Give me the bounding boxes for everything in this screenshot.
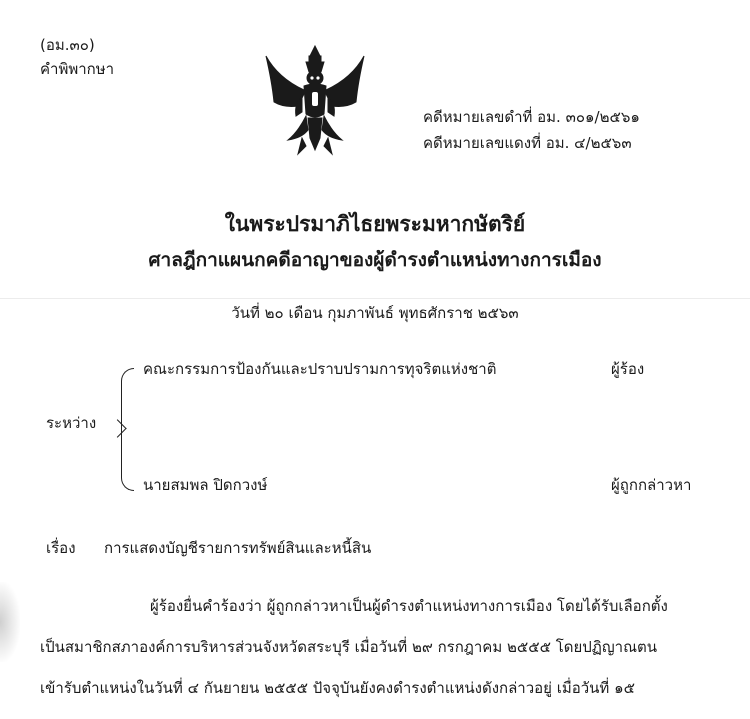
- royal-title: ในพระปรมาภิไธยพระมหากษัตริย์: [224, 212, 526, 236]
- plaintiff-role: ผู้ร้อง: [611, 360, 645, 378]
- scan-artifact-line: [0, 298, 750, 299]
- body-line-3: เข้ารับตำแหน่งในวันที่ ๔ กันยายน ๒๕๕๕ ปัจจุบันยังคงดำรงตำแหน่งดังกล่าวอยู่ เมื่อวันที่ ๑๕: [40, 679, 635, 697]
- body-line-1: ผู้ร้องยื่นคำร้องว่า ผู้ถูกกล่าวหาเป็นผู้ดำรงตำแหน่งทางการเมือง โดยได้รับเลือกตั้ง: [150, 597, 668, 615]
- red-case-number: คดีหมายเลขแดงที่ อม. ๔/๒๕๖๓: [423, 134, 632, 152]
- defendant-role: ผู้ถูกกล่าวหา: [611, 476, 692, 494]
- subject-text: การแสดงบัญชีรายการทรัพย์สินและหนี้สิน: [104, 539, 372, 557]
- between-label: ระหว่าง: [46, 414, 97, 432]
- subject-label: เรื่อง: [46, 539, 76, 557]
- brace-top: [121, 368, 134, 429]
- black-case-number: คดีหมายเลขดำที่ อม. ๓๐๑/๒๕๖๑: [423, 108, 640, 126]
- plaintiff-name: คณะกรรมการป้องกันและปราบปรามการทุจริตแห่งชาติ: [143, 360, 497, 378]
- brace-bottom: [121, 428, 134, 491]
- form-code: (อม.๓๐): [40, 36, 95, 54]
- judgment-date: วันที่ ๒๐ เดือน กุมภาพันธ์ พุทธศักราช ๒๕๖๓: [231, 304, 519, 322]
- defendant-name: นายสมพล ปิดกวงษ์: [143, 476, 268, 494]
- scan-smudge: [0, 582, 20, 662]
- court-title: ศาลฎีกาแผนกคดีอาญาของผู้ดำรงตำแหน่งทางการเมือง: [148, 249, 602, 271]
- document-type: คำพิพากษา: [40, 60, 115, 78]
- body-line-2: เป็นสมาชิกสภาองค์การบริหารส่วนจังหวัดสระบุรี เมื่อวันที่ ๒๙ กรกฎาคม ๒๕๕๕ โดยปฏิญาณตน: [40, 638, 657, 656]
- garuda-emblem-icon: [258, 42, 372, 158]
